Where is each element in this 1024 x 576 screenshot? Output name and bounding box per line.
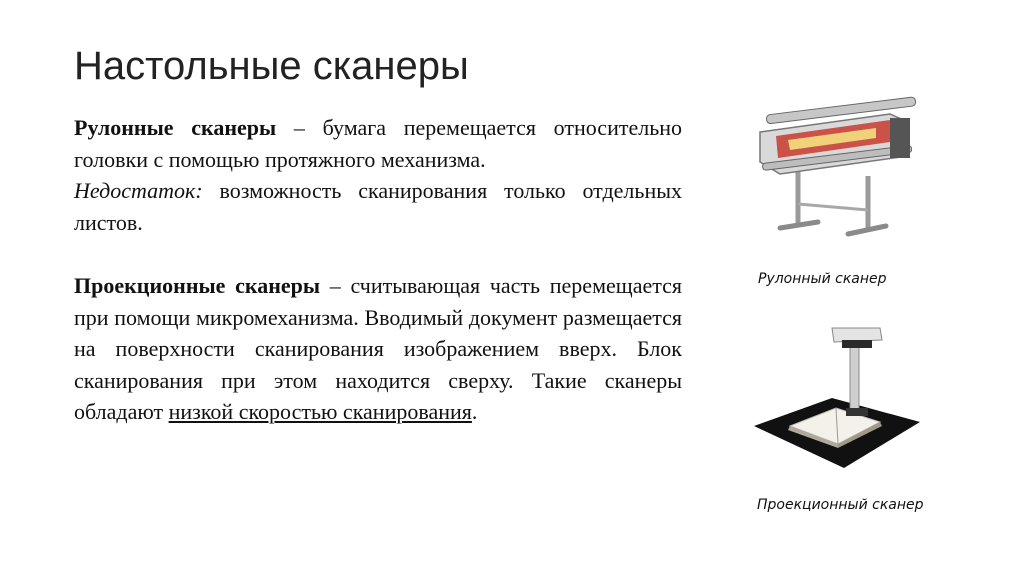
- control-panel: [890, 118, 910, 158]
- projection-scanner-definition: считывающая часть перемещается при помощи микромеханизма. Вводимый документ размещается на поверхности сканирования изображением вверх. Блок сканирования при этом находится сверху. Такие сканеры обладают: [74, 273, 682, 424]
- stand-foot-left: [780, 222, 818, 228]
- scanner-head-bottom: [842, 340, 872, 348]
- projection-scanner-term: Проекционные сканеры: [74, 273, 321, 298]
- roll-scanner-term: Рулонные сканеры: [74, 115, 277, 140]
- projection-scanner-image: [752, 318, 922, 478]
- roll-scanner-drawback: [74, 175, 682, 238]
- roll-scanner-definition: бумага перемещается относительно головки с помощью протяжного механизма.: [74, 115, 683, 172]
- projection-scanner-caption: Проекционный сканер: [757, 497, 924, 513]
- slide-body: [74, 112, 682, 428]
- stand-crossbar: [798, 204, 868, 210]
- drawback-text: возможность сканирования только отдельных листов.: [74, 178, 682, 235]
- period: .: [471, 399, 478, 424]
- dash: –: [276, 115, 323, 140]
- projection-scanner-paragraph: [74, 270, 682, 428]
- slide-title: Настольные сканеры: [74, 44, 469, 88]
- dash: –: [320, 273, 351, 298]
- drawback-label: Недостаток:: [74, 178, 203, 203]
- scanner-column: [850, 340, 859, 414]
- roll-scanner-caption: Рулонный сканер: [758, 271, 887, 287]
- roll-scanner-image: [740, 92, 940, 242]
- scanner-base: [846, 408, 868, 416]
- low-speed-underlined: низкой скоростью сканирования: [168, 399, 472, 424]
- scanner-head: [832, 328, 882, 342]
- paragraph-gap: [74, 238, 682, 270]
- roll-scanner-paragraph: [74, 112, 682, 175]
